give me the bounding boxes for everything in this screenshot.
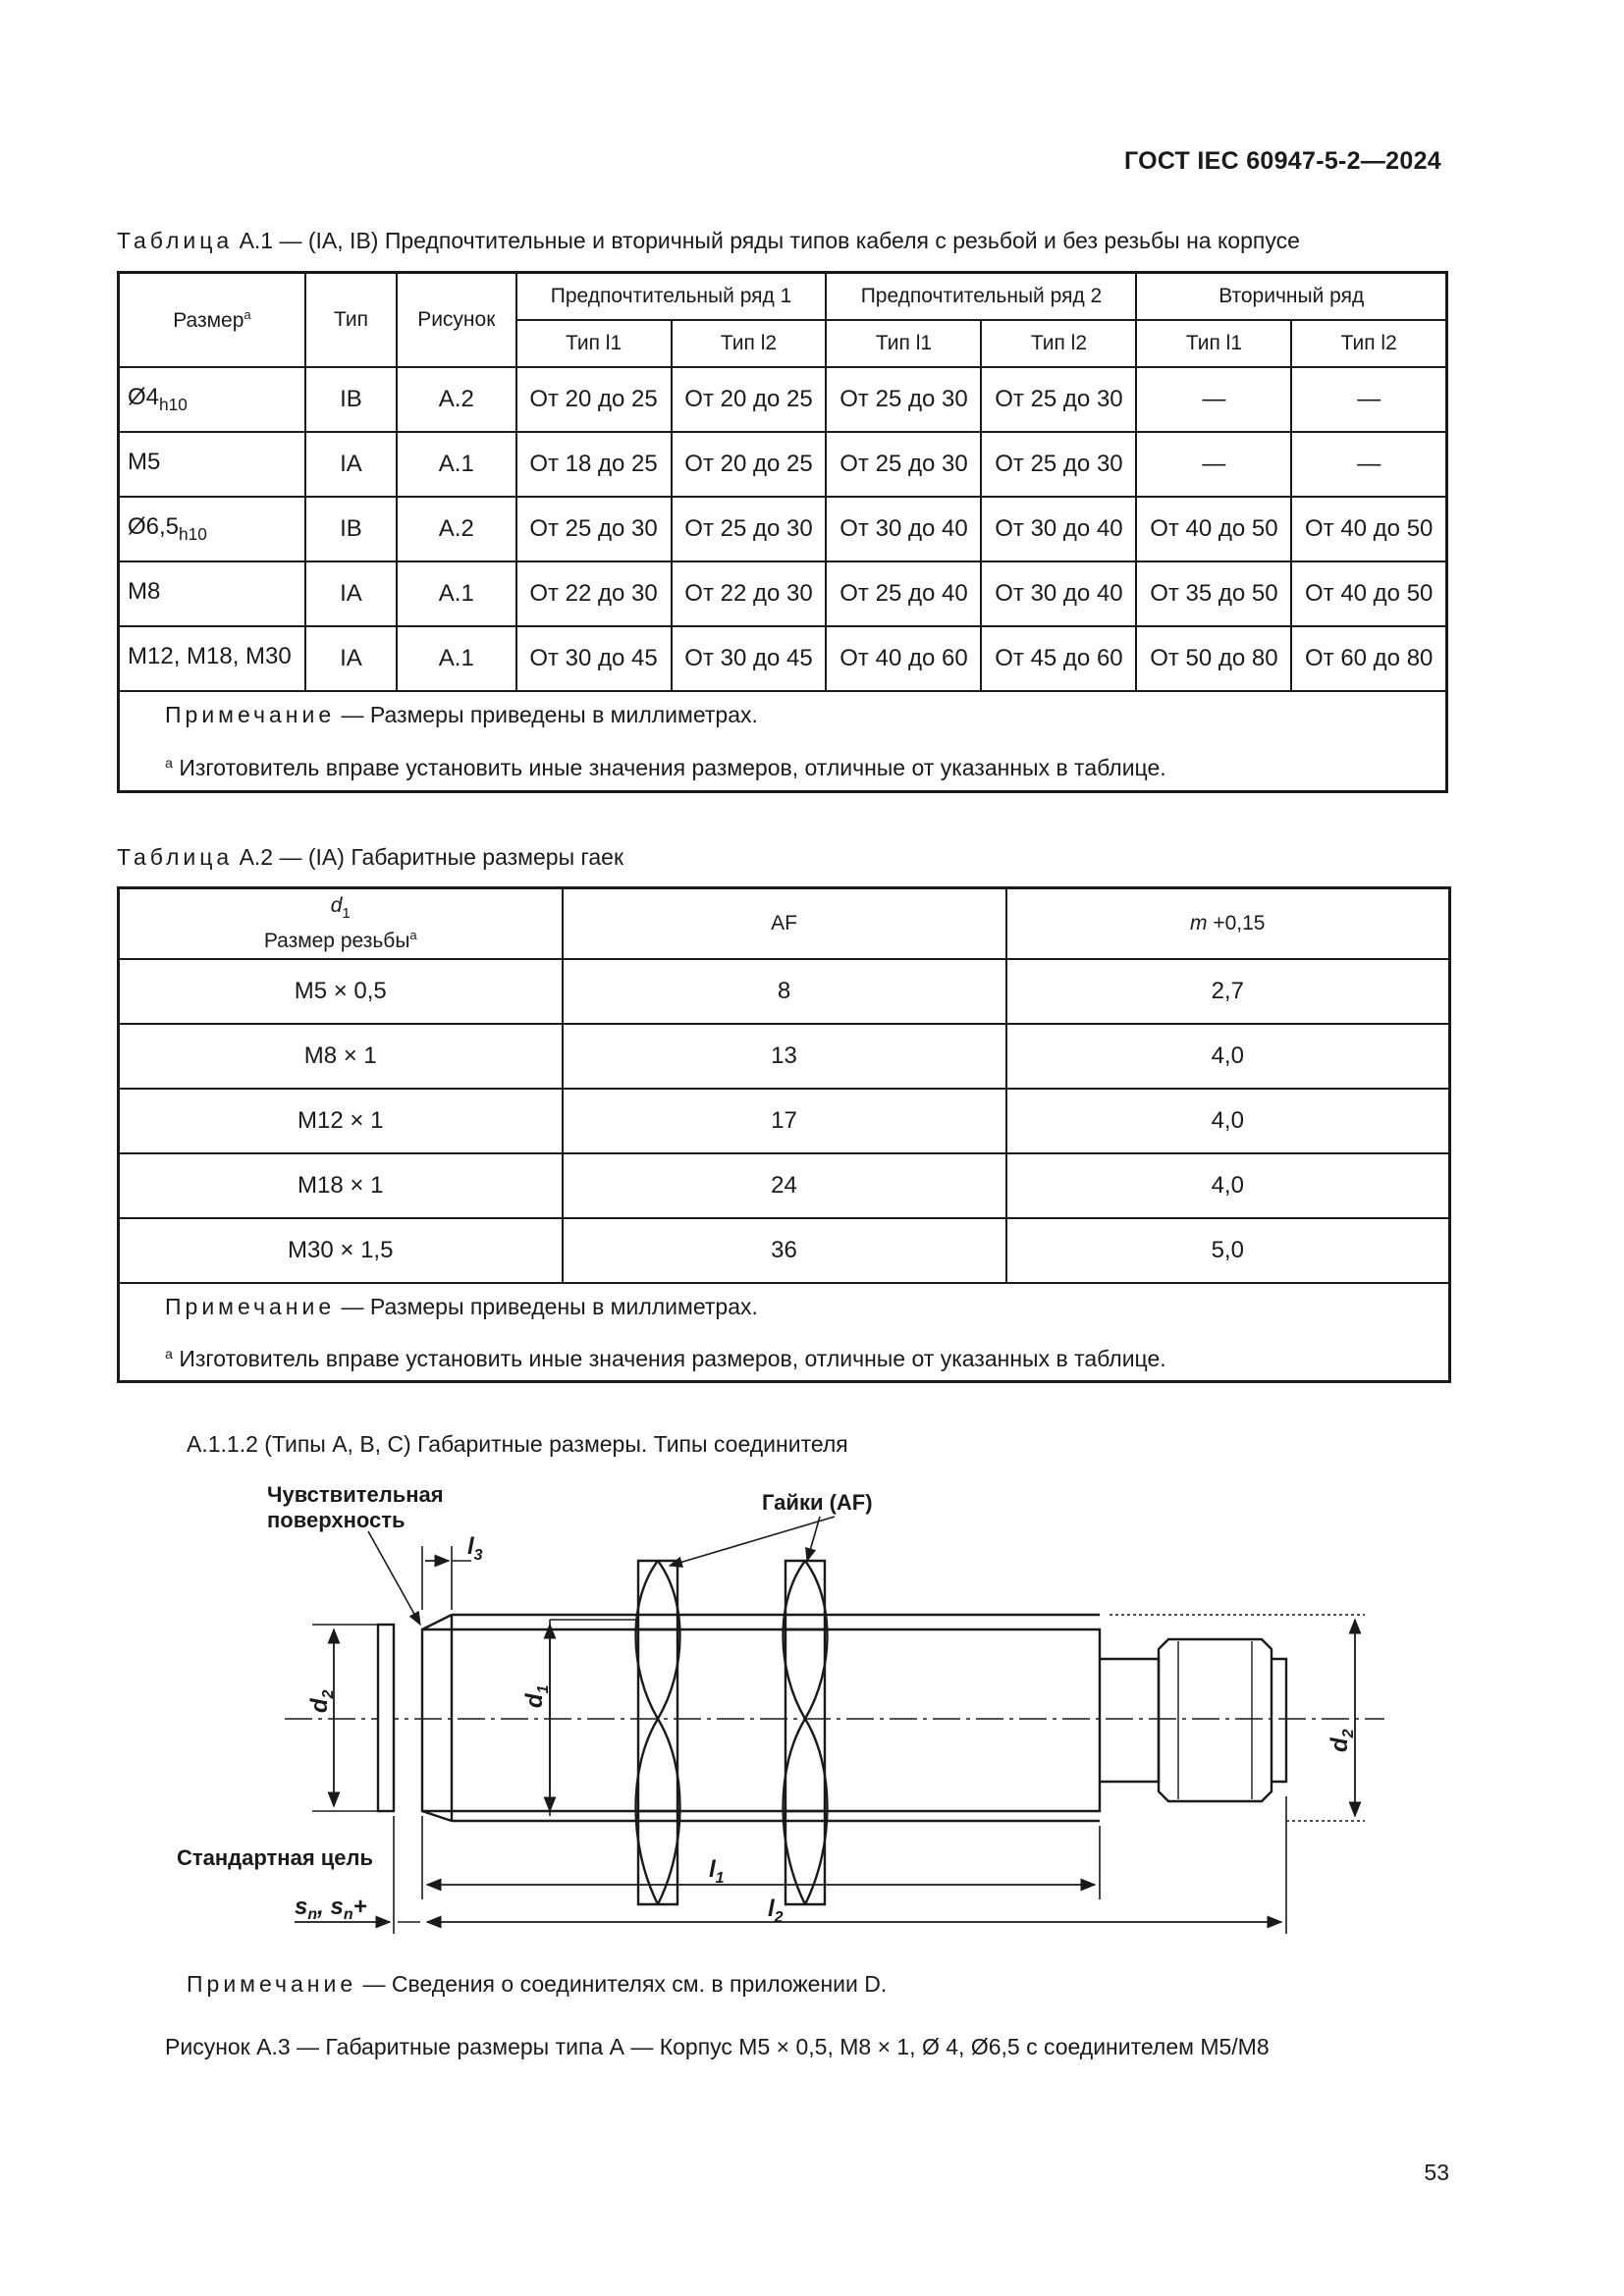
page-number: 53 <box>1424 2160 1449 2185</box>
table-row <box>119 1218 1450 1283</box>
table2-caption <box>117 844 623 871</box>
af-cell: 13 <box>563 1024 1006 1089</box>
size-cell: M12, M18, M30 <box>119 626 305 691</box>
table-row <box>119 367 1447 432</box>
m-cell: 4,0 <box>1006 1153 1450 1218</box>
table-row <box>119 561 1447 626</box>
table-row <box>119 497 1447 561</box>
connector <box>1100 1639 1286 1801</box>
dim-l1: $l_1$ <box>709 1856 725 1887</box>
figure-cell: A.2 <box>397 367 516 432</box>
value-cell: От 40 до 50 <box>1291 497 1446 561</box>
value-cell: От 20 до 25 <box>672 432 827 497</box>
table1-header-secondary: Вторичный ряд <box>1136 273 1446 321</box>
table1-header-preferred-2: Предпочтительный ряд 2 <box>826 273 1136 321</box>
value-cell: От 20 до 25 <box>672 367 827 432</box>
value-cell: От 35 до 50 <box>1136 561 1291 626</box>
document-id-header: ГОСТ IEC 60947-5-2—2024 <box>1123 147 1441 175</box>
value-cell: — <box>1136 367 1291 432</box>
value-cell: — <box>1291 367 1446 432</box>
thread-cell: M30 × 1,5 <box>119 1218 563 1283</box>
value-cell: От 20 до 25 <box>516 367 672 432</box>
value-cell: От 25 до 30 <box>672 497 827 561</box>
standard-target-plate <box>378 1625 394 1811</box>
table1-footnote: $^a$ Изготовитель вправе установить иные значения размеров, отличные от указанных в таблице. <box>165 755 1166 780</box>
value-cell: От 30 до 45 <box>516 626 672 691</box>
size-cell: M5 <box>119 432 305 497</box>
table2-notes <box>119 1283 1450 1382</box>
sensor-housing <box>422 1629 1100 1811</box>
table1-header-figure: Рисунок <box>397 273 516 368</box>
table1-caption <box>117 228 1300 254</box>
value-cell: От 25 до 40 <box>826 561 981 626</box>
label-standard-target: Стандартная цель <box>177 1845 374 1870</box>
table2-note: Примечание — Размеры приведены в миллиметрах. <box>165 1294 758 1319</box>
value-cell: От 40 до 60 <box>826 626 981 691</box>
value-cell: От 22 до 30 <box>672 561 827 626</box>
table2-header-af: AF <box>563 888 1006 960</box>
table1-subheader-l1: Тип l1 <box>826 320 981 367</box>
table1-subheader-l2: Тип l2 <box>672 320 827 367</box>
type-cell: IA <box>305 432 397 497</box>
size-cell: M8 <box>119 561 305 626</box>
value-cell: От 25 до 30 <box>516 497 672 561</box>
table2-header-m: m +0,15 <box>1006 888 1450 960</box>
value-cell: От 30 до 40 <box>981 497 1136 561</box>
dim-sn: $s_n$, $s_n+$ <box>295 1894 367 1923</box>
table1-caption-prefix: Таблица <box>117 228 234 253</box>
value-cell: От 22 до 30 <box>516 561 672 626</box>
value-cell: От 18 до 25 <box>516 432 672 497</box>
m-cell: 2,7 <box>1006 959 1450 1024</box>
value-cell: От 60 до 80 <box>1291 626 1446 691</box>
dim-d2-left: $d_2$ <box>306 1689 337 1713</box>
hex-nut-1 <box>636 1561 680 1904</box>
value-cell: От 40 до 50 <box>1291 561 1446 626</box>
thread-cell: M5 × 0,5 <box>119 959 563 1024</box>
m-cell: 4,0 <box>1006 1089 1450 1153</box>
table1-header-size: Размер$^a$ <box>119 273 305 368</box>
type-cell: IB <box>305 497 397 561</box>
m-cell: 4,0 <box>1006 1024 1450 1089</box>
dim-d2-right: $d_2$ <box>1326 1729 1357 1752</box>
table-row <box>119 626 1447 691</box>
value-cell: От 30 до 45 <box>672 626 827 691</box>
thread-cell: M18 × 1 <box>119 1153 563 1218</box>
figure-cell: A.1 <box>397 561 516 626</box>
table2-header-thread: $d_1$ Размер резьбы$^a$ <box>119 888 563 960</box>
table1-note: Примечание — Размеры приведены в миллиметрах. <box>165 702 758 727</box>
table1-subheader-l2: Тип l2 <box>1291 320 1446 367</box>
m-cell: 5,0 <box>1006 1218 1450 1283</box>
section-heading: А.1.1.2 (Типы А, В, С) Габаритные размеры. Типы соединителя <box>187 1431 848 1457</box>
figure-note: Примечание — Сведения о соединителях см. в приложении D. <box>187 1971 888 1997</box>
af-cell: 8 <box>563 959 1006 1024</box>
value-cell: — <box>1136 432 1291 497</box>
value-cell: От 25 до 30 <box>981 367 1136 432</box>
size-cell: $Ø6,5_{h10}$ <box>119 497 305 561</box>
thread-cell: M12 × 1 <box>119 1089 563 1153</box>
hex-nut-2 <box>784 1561 828 1904</box>
table1-caption-text: А.1 — (IA, IB) Предпочтительные и вторичный ряды типов кабеля с резьбой и без резьбы на корпусе <box>233 228 1300 253</box>
af-cell: 36 <box>563 1218 1006 1283</box>
table1-notes <box>119 691 1447 792</box>
table1-header-preferred-1: Предпочтительный ряд 1 <box>516 273 827 321</box>
thread-cell: M8 × 1 <box>119 1024 563 1089</box>
table-row <box>119 1089 1450 1153</box>
value-cell: — <box>1291 432 1446 497</box>
figure-cell: A.1 <box>397 626 516 691</box>
value-cell: От 30 до 40 <box>981 561 1136 626</box>
table2-caption-prefix: Таблица <box>117 844 234 870</box>
table-a2 <box>117 886 1451 1383</box>
dim-l3: $l_3$ <box>467 1533 483 1564</box>
value-cell: От 25 до 30 <box>826 432 981 497</box>
table2-caption-text: А.2 — (IA) Габаритные размеры гаек <box>233 844 624 870</box>
figure-caption: Рисунок А.3 — Габаритные размеры типа А — Корпус M5 × 0,5, M8 × 1, Ø 4, Ø6,5 с соединителем M5/M8 <box>165 2034 1270 2059</box>
figure-cell: A.1 <box>397 432 516 497</box>
label-nuts: Гайки (AF) <box>762 1490 873 1515</box>
value-cell: От 25 до 30 <box>826 367 981 432</box>
size-cell: $Ø4_{h10}$ <box>119 367 305 432</box>
table-row <box>119 1024 1450 1089</box>
sensor-dimension-diagram <box>147 1472 1453 1944</box>
dim-l2: $l_2$ <box>768 1896 784 1926</box>
table-row <box>119 1153 1450 1218</box>
table-a1 <box>117 271 1448 793</box>
value-cell: От 50 до 80 <box>1136 626 1291 691</box>
type-cell: IA <box>305 561 397 626</box>
type-cell: IA <box>305 626 397 691</box>
table1-subheader-l1: Тип l1 <box>1136 320 1291 367</box>
table-row <box>119 959 1450 1024</box>
table2-footnote: $^a$ Изготовитель вправе установить иные значения размеров, отличные от указанных в таблице. <box>165 1346 1166 1371</box>
value-cell: От 30 до 40 <box>826 497 981 561</box>
table1-subheader-l1: Тип l1 <box>516 320 672 367</box>
value-cell: От 45 до 60 <box>981 626 1136 691</box>
label-sensing-surface-1: Чувствительная <box>267 1482 444 1507</box>
table-row <box>119 432 1447 497</box>
value-cell: От 40 до 50 <box>1136 497 1291 561</box>
label-sensing-surface-2: поверхность <box>267 1508 406 1532</box>
af-cell: 17 <box>563 1089 1006 1153</box>
figure-cell: A.2 <box>397 497 516 561</box>
table1-subheader-l2: Тип l2 <box>981 320 1136 367</box>
value-cell: От 25 до 30 <box>981 432 1136 497</box>
dim-d1: $d_1$ <box>521 1684 552 1708</box>
af-cell: 24 <box>563 1153 1006 1218</box>
table1-header-type: Тип <box>305 273 397 368</box>
type-cell: IB <box>305 367 397 432</box>
